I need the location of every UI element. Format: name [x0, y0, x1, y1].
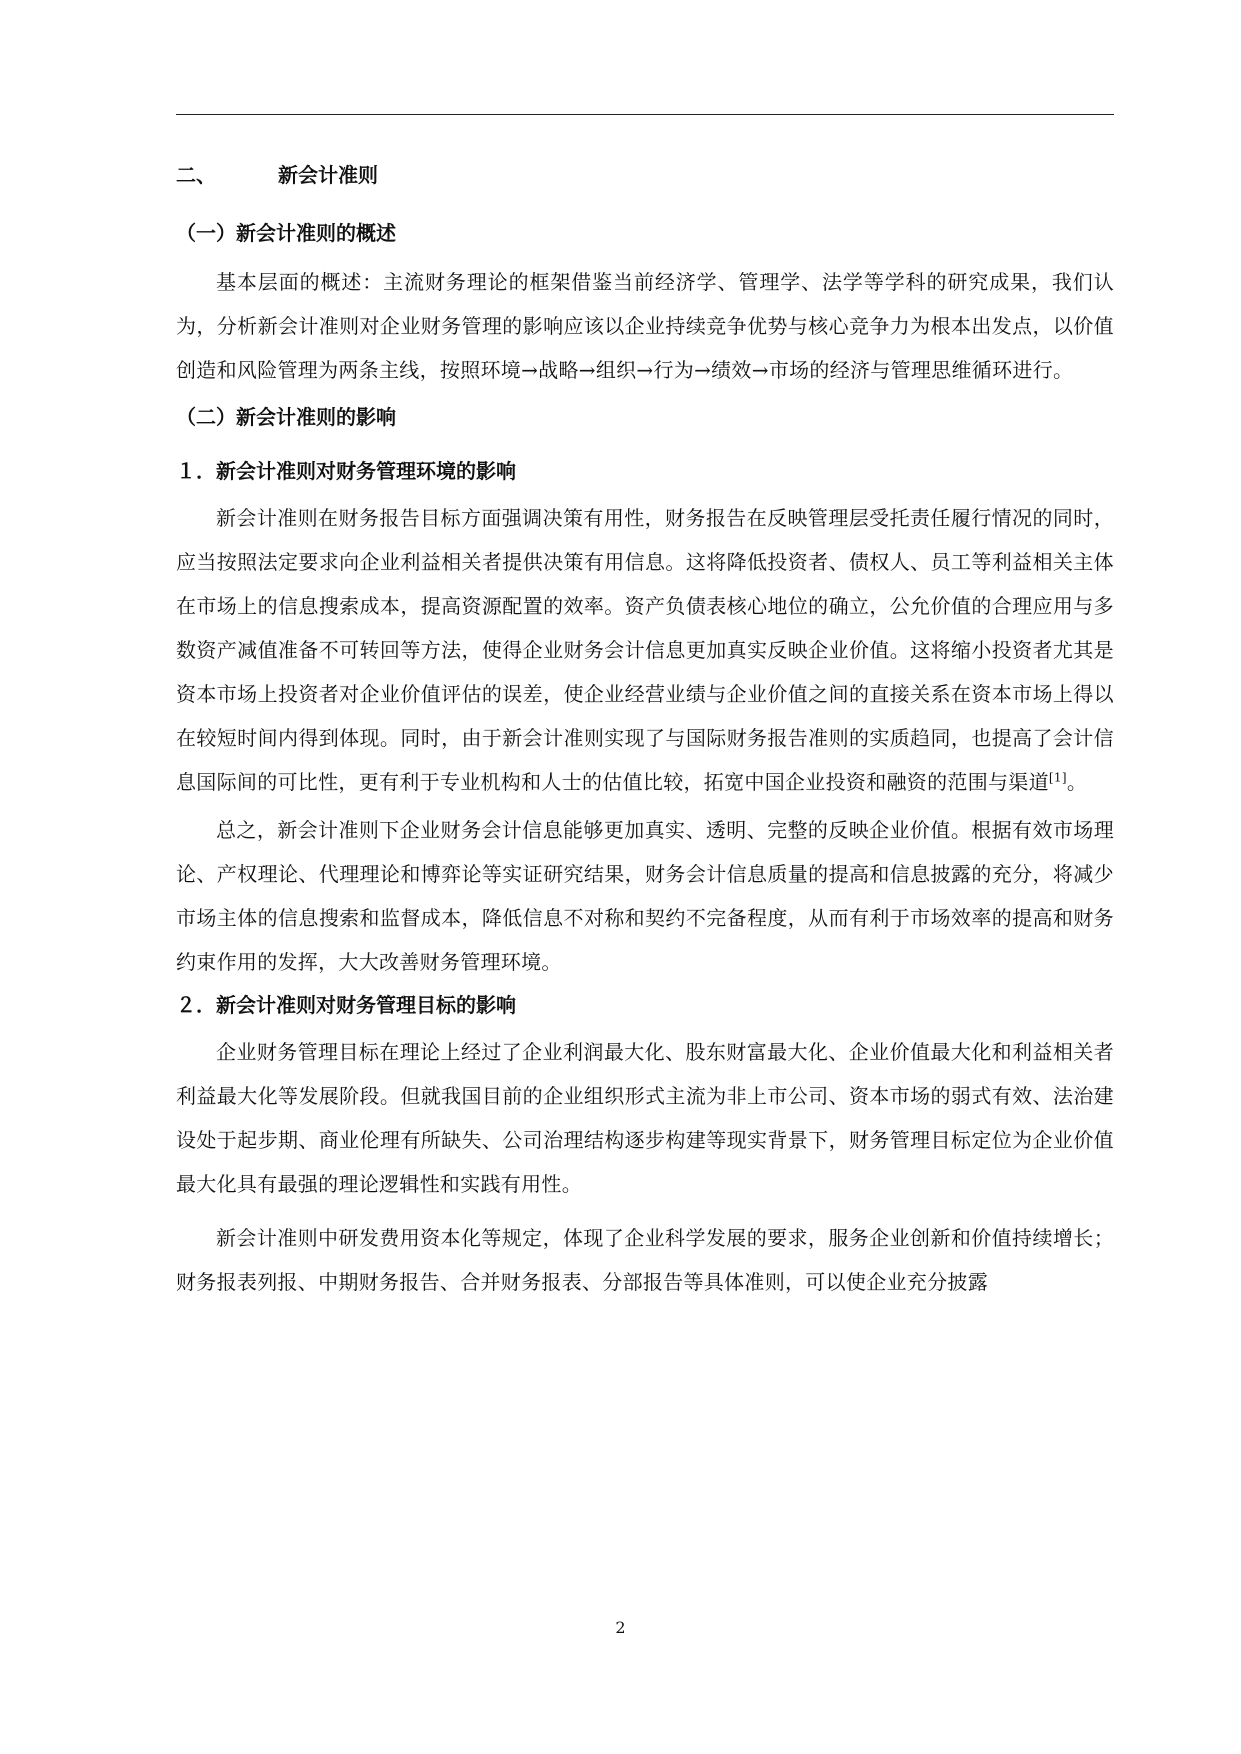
paragraph-environment-1-text: 新会计准则在财务报告目标方面强调决策有用性，财务报告在反映管理层受托责任履行情况的同时，应当按照法定要求向企业利益相关者提供决策有用信息。这将降低投资者、债权人、员工等利益相关主体在市场上的信息搜索成本，提高资源配置的效率。资产负债表核心地位的确立，公允价值的合理应用与多数资产减值准备不可转回等方法，使得企业财务会计信息更加真实反映企业价值。这将缩小投资者尤其是资本市场上投资者对企业价值评估的误差，使企业经营业绩与企业价值之间的直接关系在资本市场上得以在较短时间内得到体现。同时，由于新会计准则实现了与国际财务报告准则的实质趋同，也提高了会计信息国际间的可比性，更有利于专业机构和人士的估值比较，拓宽中国企业投资和融资的范围与渠道 — [176, 506, 1114, 794]
citation-ref: [1] — [1048, 770, 1067, 785]
header-rule — [176, 114, 1114, 115]
page-number: 2 — [615, 1618, 626, 1637]
section-title: 新会计准则 — [278, 163, 378, 187]
paragraph-goal-2: 新会计准则中研发费用资本化等规定，体现了企业科学发展的要求，服务企业创新和价值持续增长；财务报表列报、中期财务报告、合并财务报表、分部报告等具体准则，可以使企业充分披露 — [176, 1226, 1114, 1294]
document-body — [176, 160, 1114, 1304]
paragraph-environment-2: 总之，新会计准则下企业财务会计信息能够更加真实、透明、完整的反映企业价值。根据有效市场理论、产权理论、代理理论和博弈论等实证研究结果，财务会计信息质量的提高和信息披露的充分，将减少市场主体的信息搜索和监督成本，降低信息不对称和契约不完备程度，从而有利于市场效率的提高和财务约束作用的发挥，大大改善财务管理环境。 — [176, 818, 1114, 974]
subsection-heading-1: （一）新会计准则的概述 — [176, 221, 396, 245]
paragraph-environment-1 — [176, 496, 1114, 804]
subsection-heading-2: （二）新会计准则的影响 — [176, 405, 396, 429]
item-heading-1: １．新会计准则对财务管理环境的影响 — [176, 459, 516, 483]
paragraph-goal-1: 企业财务管理目标在理论上经过了企业利润最大化、股东财富最大化、企业价值最大化和利益相关者利益最大化等发展阶段。但就我国目前的企业组织形式主流为非上市公司、资本市场的弱式有效、法治建设处于起步期、商业伦理有所缺失、公司治理结构逐步构建等现实背景下，财务管理目标定位为企业价值最大化具有最强的理论逻辑性和实践有用性。 — [176, 1040, 1114, 1196]
section-number: 二、 — [176, 163, 216, 187]
section-heading — [176, 160, 1114, 190]
item-heading-2: ２．新会计准则对财务管理目标的影响 — [176, 993, 516, 1017]
paragraph-environment-1-end: 。 — [1066, 770, 1088, 794]
paragraph-overview: 基本层面的概述：主流财务理论的框架借鉴当前经济学、管理学、法学等学科的研究成果，我们认为，分析新会计准则对企业财务管理的影响应该以企业持续竞争优势与核心竞争力为根本出发点，以价值创造和风险管理为两条主线，按照环境→战略→组织→行为→绩效→市场的经济与管理思维循环进行。 — [176, 270, 1114, 382]
